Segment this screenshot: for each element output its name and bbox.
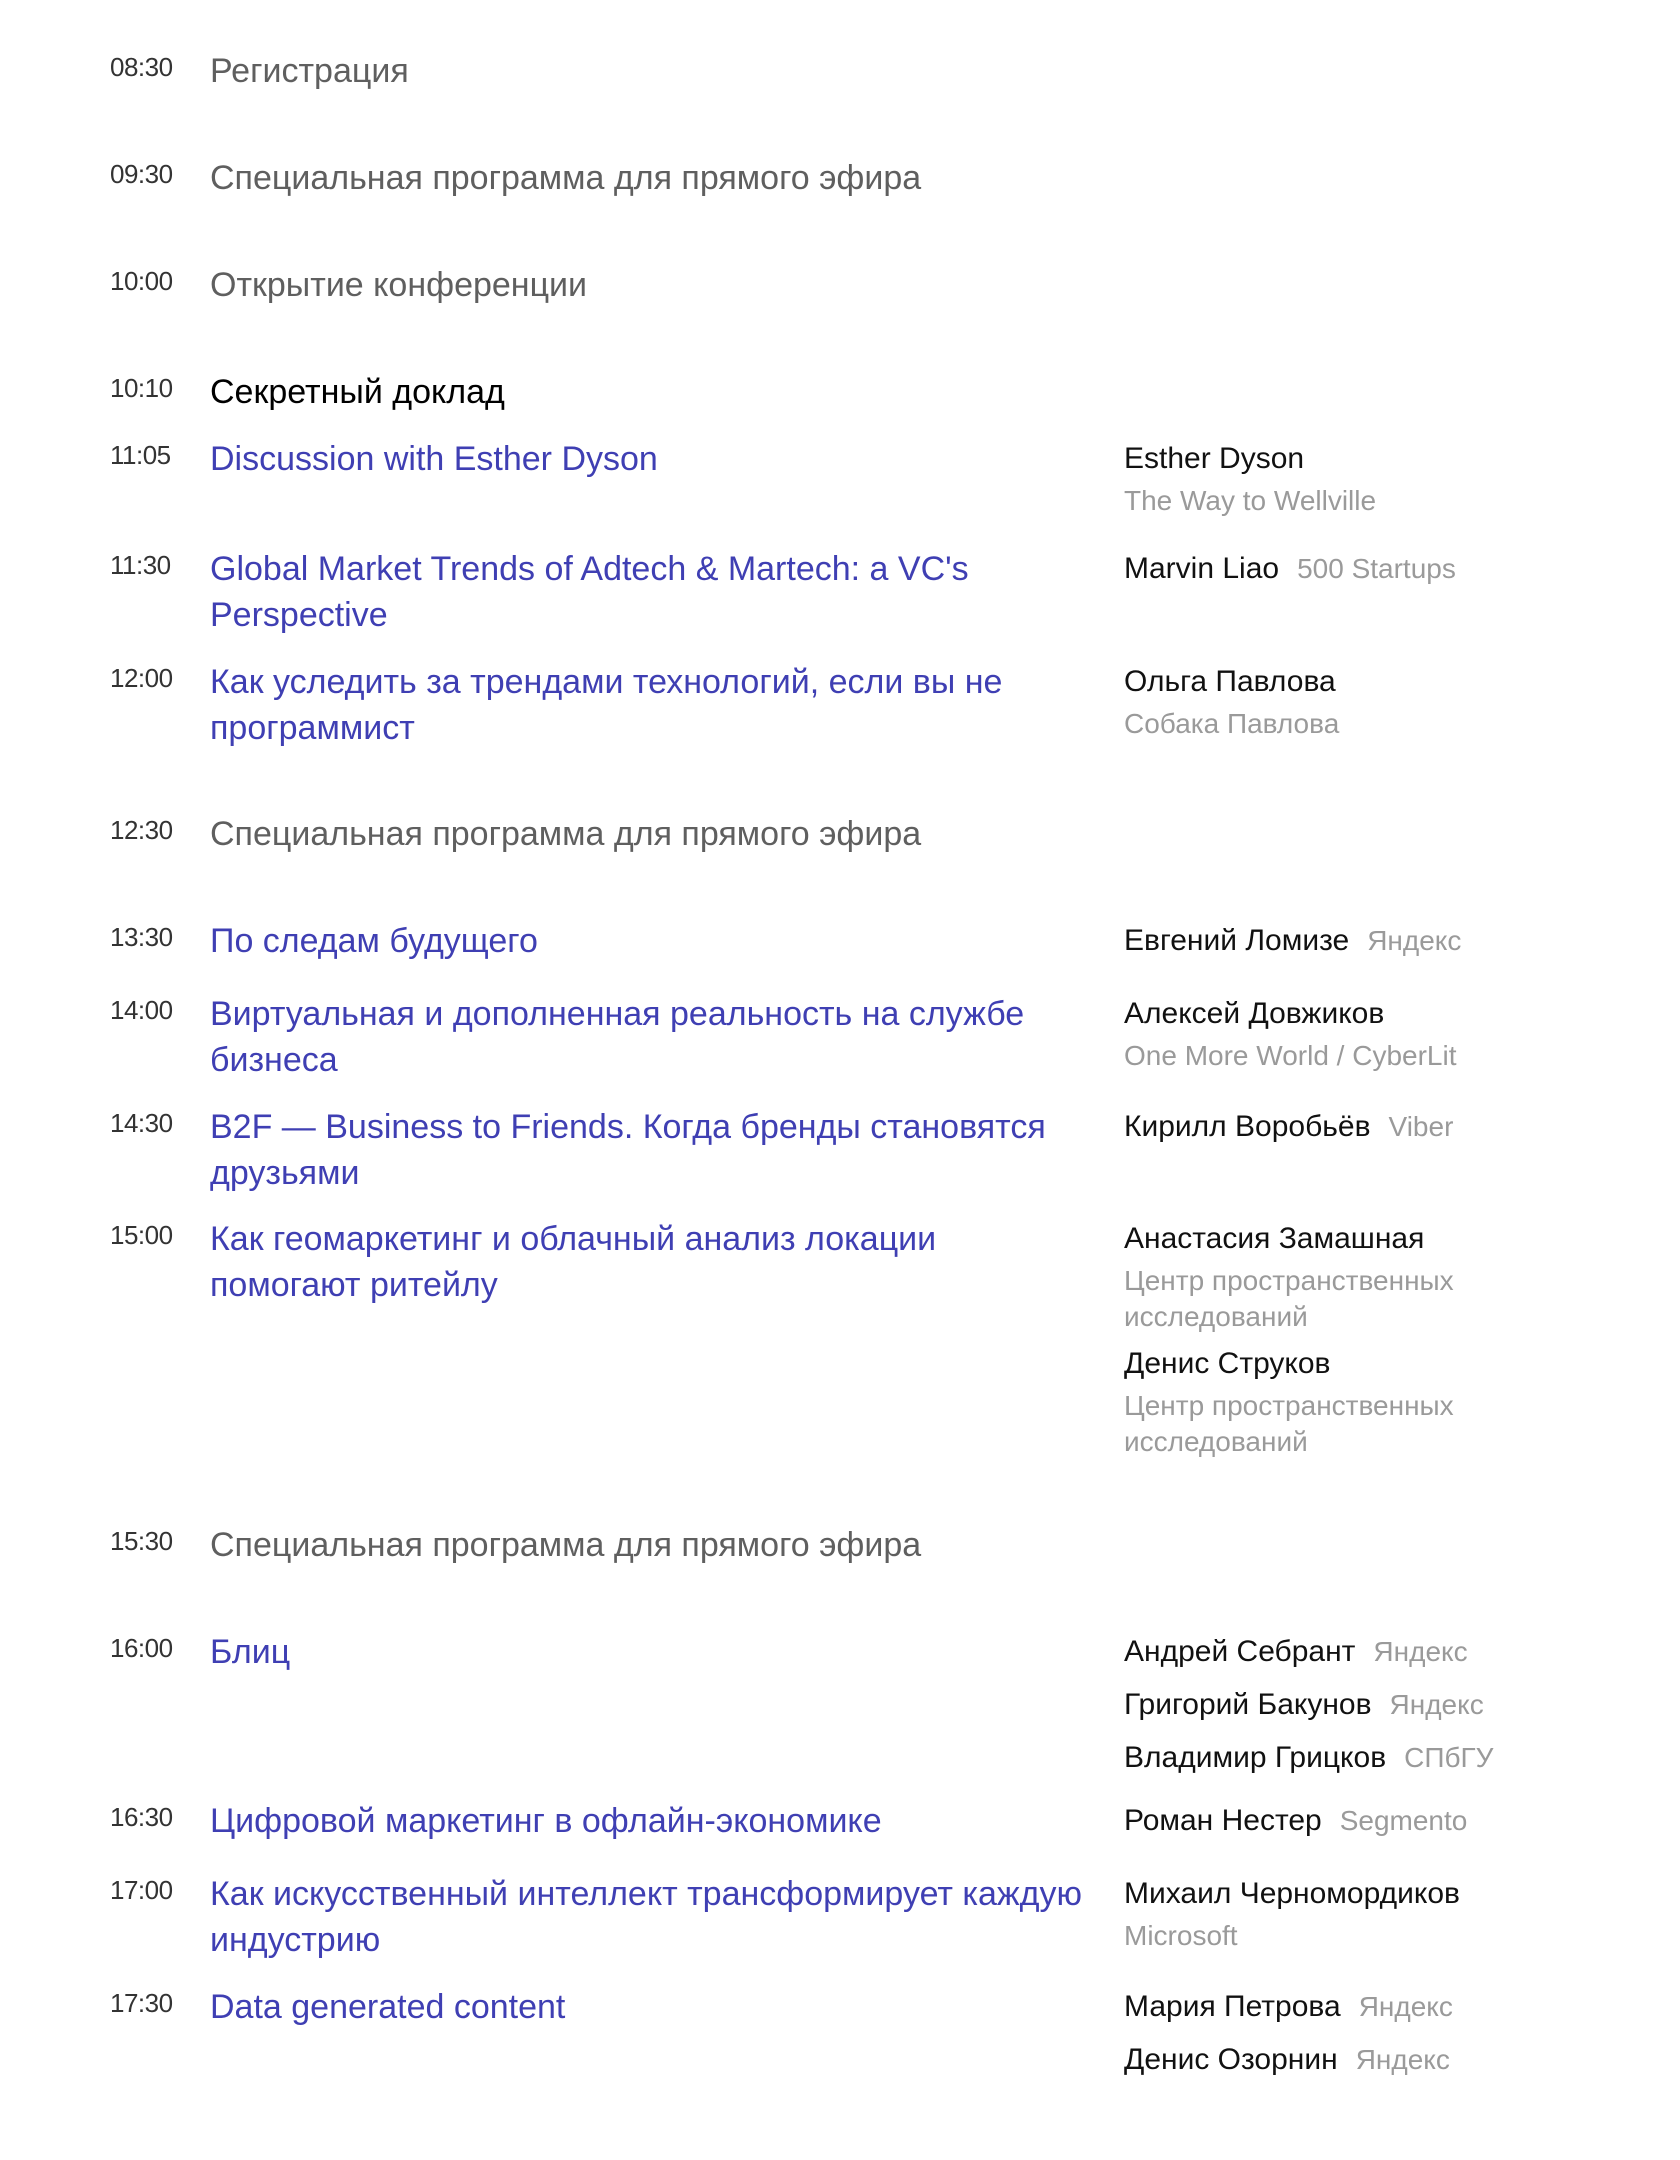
session-time: 15:30 [110, 1526, 173, 1556]
session-time: 13:30 [110, 922, 173, 952]
session-time: 11:30 [110, 550, 171, 580]
session-time: 12:00 [110, 663, 173, 693]
session-title-link[interactable]: Global Market Trends of Adtech & Martech: a VC's Perspective [210, 550, 969, 634]
session-time: 12:30 [110, 815, 173, 845]
speaker [1124, 1345, 1564, 1460]
speaker-name[interactable]: Денис Озорнин [1124, 2043, 1338, 2076]
session-time: 17:00 [110, 1875, 173, 1905]
speaker-list [1124, 440, 1564, 529]
session-title: Специальная программа для прямого эфира [210, 815, 922, 853]
speaker-company: 500 Startups [1297, 553, 1456, 584]
speaker-company: Яндекс [1367, 925, 1462, 956]
session-time: 16:30 [110, 1802, 173, 1832]
session-title-link[interactable]: Discussion with Esther Dyson [210, 440, 658, 478]
speaker [1124, 663, 1564, 742]
session-title: Секретный доклад [210, 373, 505, 411]
speaker [1124, 1108, 1564, 1151]
speaker-list [1124, 1220, 1564, 1470]
speaker-list [1124, 1988, 1564, 2094]
session-title-link[interactable]: Как геомаркетинг и облачный анализ локации помогают ритейлу [210, 1220, 937, 1304]
speaker-name[interactable]: Мария Петрова [1124, 1990, 1341, 2023]
session-time: 16:00 [110, 1633, 173, 1663]
speaker-name[interactable]: Григорий Бакунов [1124, 1688, 1372, 1721]
session-title: Специальная программа для прямого эфира [210, 1526, 922, 1564]
session-title: Специальная программа для прямого эфира [210, 159, 922, 197]
speaker-company: Яндекс [1355, 2044, 1450, 2075]
speaker-company: Яндекс [1373, 1636, 1468, 1667]
session-title-link[interactable]: Как искусственный интеллект трансформирует каждую индустрию [210, 1875, 1082, 1959]
session-time: 14:30 [110, 1108, 173, 1138]
session-time: 08:30 [110, 52, 173, 82]
speaker [1124, 440, 1564, 519]
session-title-link[interactable]: Data generated content [210, 1988, 566, 2026]
speaker-company: Собака Павлова [1124, 708, 1340, 739]
speaker-company: Центр пространственных исследований [1124, 1265, 1454, 1332]
speaker-name[interactable]: Владимир Грицков [1124, 1741, 1387, 1774]
session-time: 14:00 [110, 995, 173, 1025]
speaker [1124, 1802, 1564, 1845]
speaker-name[interactable]: Евгений Ломизе [1124, 924, 1350, 957]
speaker-name[interactable]: Анастасия Замашная [1124, 1222, 1425, 1255]
session-title-link[interactable]: B2F — Business to Friends. Когда бренды становятся друзьями [210, 1108, 1046, 1192]
speaker-list [1124, 663, 1564, 752]
speaker-list [1124, 1108, 1564, 1161]
speaker-company: One More World / CyberLit [1124, 1040, 1457, 1071]
session-time: 11:05 [110, 440, 171, 470]
speaker-name[interactable]: Алексей Довжиков [1124, 997, 1385, 1030]
speaker [1124, 1633, 1564, 1676]
session-title-link[interactable]: Цифровой маркетинг в офлайн-экономике [210, 1802, 882, 1840]
speaker-name[interactable]: Михаил Черномордиков [1124, 1877, 1460, 1910]
speaker-name[interactable]: Ольга Павлова [1124, 665, 1336, 698]
speaker-company: Segmento [1339, 1805, 1468, 1836]
speaker-name[interactable]: Marvin Liao [1124, 552, 1280, 585]
speaker-name[interactable]: Роман Нестер [1124, 1804, 1322, 1837]
speaker-name[interactable]: Esther Dyson [1124, 442, 1305, 475]
speaker [1124, 1988, 1564, 2031]
session-title-link[interactable]: Блиц [210, 1633, 291, 1671]
speaker-list [1124, 1875, 1564, 1964]
session-time: 17:30 [110, 1988, 173, 2018]
speaker-company: Яндекс [1358, 1991, 1453, 2022]
session-time: 10:00 [110, 266, 173, 296]
speaker-company: Viber [1388, 1111, 1454, 1142]
speaker-list [1124, 995, 1564, 1084]
speaker-company: Центр пространственных исследований [1124, 1390, 1454, 1457]
speaker [1124, 1686, 1564, 1729]
speaker-name[interactable]: Денис Струков [1124, 1347, 1331, 1380]
session-time: 09:30 [110, 159, 173, 189]
speaker-name[interactable]: Андрей Себрант [1124, 1635, 1356, 1668]
session-title-link[interactable]: По следам будущего [210, 922, 538, 960]
speaker-company: The Way to Wellville [1124, 485, 1377, 516]
speaker-list [1124, 1633, 1564, 1792]
speaker [1124, 2041, 1564, 2084]
session-time: 15:00 [110, 1220, 173, 1250]
speaker-company: СПбГУ [1404, 1742, 1494, 1773]
speaker [1124, 922, 1564, 965]
speaker-company: Яндекс [1389, 1689, 1484, 1720]
session-title-link[interactable]: Виртуальная и дополненная реальность на службе бизнеса [210, 995, 1025, 1079]
speaker-company: Microsoft [1124, 1920, 1238, 1951]
speaker [1124, 995, 1564, 1074]
speaker-list [1124, 922, 1564, 975]
speaker-list [1124, 550, 1564, 603]
session-time: 10:10 [110, 373, 173, 403]
speaker [1124, 1875, 1564, 1954]
speaker [1124, 1739, 1564, 1782]
speaker [1124, 550, 1564, 593]
speaker [1124, 1220, 1564, 1335]
session-title: Регистрация [210, 52, 409, 90]
speaker-name[interactable]: Кирилл Воробьёв [1124, 1110, 1371, 1143]
speaker-list [1124, 1802, 1564, 1855]
session-title-link[interactable]: Как уследить за трендами технологий, если вы не программист [210, 663, 1003, 747]
session-title: Открытие конференции [210, 266, 588, 304]
